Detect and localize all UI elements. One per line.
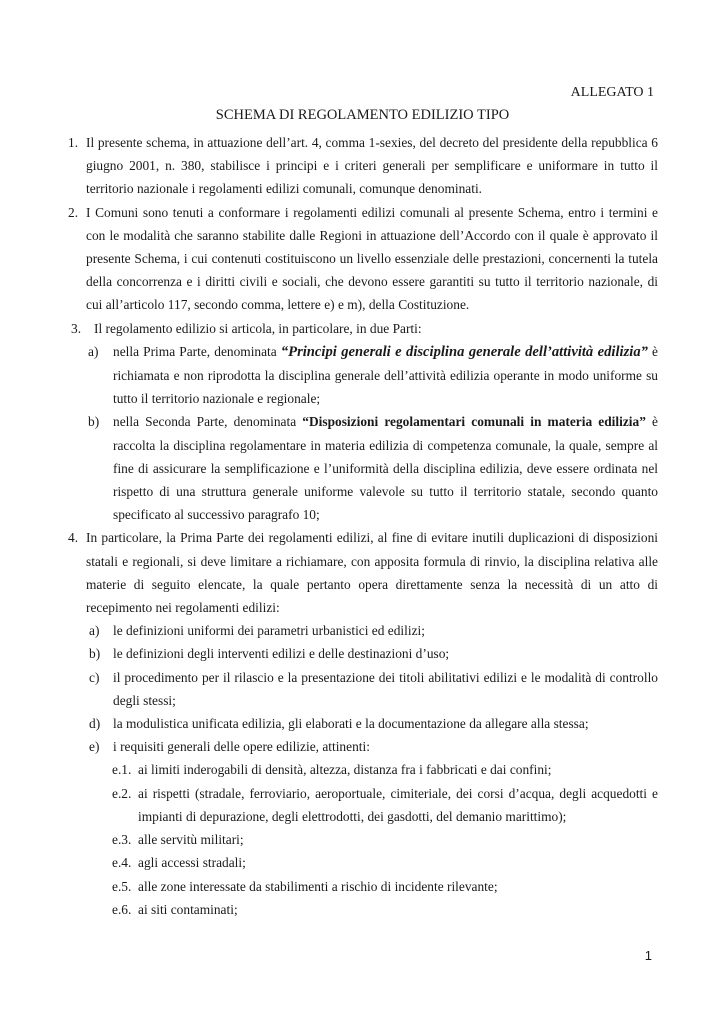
text-line: fine di assicurare la semplificazione e l’uniformità della disciplina edilizia, deve essere ordinata nel (113, 460, 658, 476)
item-label: e) (89, 739, 100, 755)
text-line (113, 410, 658, 433)
item-label: d) (89, 716, 101, 732)
sublist-item-e1 (68, 758, 658, 781)
item-label: a) (89, 623, 100, 639)
paragraph-4-item-e (68, 735, 658, 758)
text-line: le definizioni degli interventi edilizi e delle destinazioni d’uso; (113, 646, 450, 662)
text-line: tutto il territorio nazionale e regionale; (113, 391, 321, 407)
text-line: il procedimento per il rilascio e la presentazione dei titoli abilitativi edilizi e le modalità di controllo (113, 669, 658, 685)
text-line (113, 340, 658, 364)
sublist-item-e4 (68, 851, 658, 874)
item-label: e.3. (112, 832, 132, 848)
paragraph-4-item-a (68, 619, 658, 642)
text-fragment: nella Prima Parte, denominata (113, 343, 281, 359)
text-fragment: nella Seconda Parte, denominata (113, 414, 303, 430)
paragraph-4-item-b (68, 642, 658, 665)
text-line: della concorrenza e i diritti civili e sociali, che devono essere garantiti su tutto il territorio nazionale, di (86, 274, 658, 290)
document-title: SCHEMA DI REGOLAMENTO EDILIZIO TIPO (215, 107, 510, 123)
text-line: Il presente schema, in attuazione dell’art. 4, comma 1-sexies, del decreto del presidente della repubblica 6 (86, 135, 658, 150)
sublist-item-e5 (68, 875, 658, 898)
paragraph-4-item-d (68, 712, 658, 735)
text-line: ai limiti inderogabili di densità, altezza, distanza fra i fabbricati e dai confini; (138, 762, 552, 778)
text-line: statali e regionali, si deve limitare a richiamare, con apposita formula di rinvio, la disciplina relativa alle (86, 553, 658, 569)
text-fragment: è (645, 414, 658, 430)
emphasis-text: “Disposizioni regolamentari comunali in materia edilizia” (302, 414, 646, 430)
item-label: c) (89, 669, 100, 685)
text-line: i requisiti generali delle opere edilizie, attinenti: (113, 739, 370, 755)
paragraph-number: 4. (68, 530, 79, 546)
sublist-item-e2 (68, 782, 658, 828)
text-line: Il regolamento edilizio si articola, in particolare, in due Parti: (94, 320, 422, 336)
text-line: alle zone interessate da stabilimenti a rischio di incidente rilevante; (138, 878, 498, 894)
paragraph-4-item-c (68, 666, 658, 712)
allegato-label: ALLEGATO 1 (570, 85, 654, 100)
sublist-item-e3 (68, 828, 658, 851)
item-label: e.6. (112, 901, 132, 917)
paragraph-3-item-a (68, 340, 658, 411)
text-line: la modulistica unificata edilizia, gli elaborati e la documentazione da allegare alla stessa; (113, 716, 589, 732)
text-line: cui all’articolo 117, secondo comma, lettere e) e m), della Costituzione. (86, 297, 470, 313)
text-line: I Comuni sono tenuti a conformare i regolamenti edilizi comunali al presente Schema, entro i termini e (86, 204, 658, 220)
sublist-item-e6 (68, 898, 658, 921)
paragraph-1 (68, 131, 658, 201)
item-label: b) (88, 414, 100, 430)
paragraph-4 (68, 526, 658, 619)
text-line: giugno 2001, n. 380, stabilisce i principi e i criteri generali per semplificare e uniformare in tutto il (86, 158, 658, 174)
text-line: In particolare, la Prima Parte dei regolamenti edilizi, al fine di evitare inutili duplicazioni di disposizioni (86, 530, 658, 546)
text-line: ai rispetti (stradale, ferroviario, aeroportuale, cimiteriale, dei corsi d’acqua, degli acquedotti e (138, 785, 658, 801)
paragraph-number: 1. (68, 135, 79, 150)
text-line: impianti di depurazione, degli elettrodotti, dei gasdotti, del demanio marittimo); (138, 808, 567, 824)
text-line: ai siti contaminati; (138, 901, 238, 917)
item-label: b) (89, 646, 101, 662)
item-label: e.2. (112, 785, 132, 801)
paragraph-3 (68, 317, 658, 340)
paragraph-3-item-b (68, 410, 658, 526)
text-line: materie di seguito elencate, la quale pertanto opera direttamente senza la necessità di un atto di (86, 576, 658, 592)
document-body (68, 131, 658, 921)
text-fragment: è (647, 343, 658, 359)
text-line: presente Schema, i cui contenuti costituiscono un livello essenziale delle prestazioni, concernenti la tutela (86, 251, 658, 267)
paragraph-number: 2. (68, 204, 79, 220)
text-line: raccolta la disciplina regolamentare in materia edilizia di competenza comunale, la quale, sempre al (113, 437, 658, 453)
text-line: specificato al successivo paragrafo 10; (113, 507, 320, 523)
text-line: rispetto di una struttura generale uniforme valevole su tutto il territorio statale, secondo quanto (113, 484, 658, 500)
text-line: richiamata e non riprodotta la disciplina generale dell’attività edilizia operante in modo uniforme su (113, 368, 658, 384)
emphasis-text: “Principi generali e disciplina generale dell’attività edilizia” (280, 343, 648, 360)
item-label: a) (88, 343, 99, 359)
text-line: le definizioni uniformi dei parametri urbanistici ed edilizi; (113, 623, 425, 639)
item-label: e.1. (112, 762, 132, 778)
text-line: con le modalità che saranno stabilite dalle Regioni in attuazione dell’Accordo con il quale è approvato il (86, 227, 658, 243)
page-number: 1 (644, 948, 652, 963)
item-label: e.5. (112, 878, 132, 894)
item-label: e.4. (112, 855, 132, 871)
text-line: territorio nazionale i regolamenti edilizi comunali, comunque denominati. (86, 181, 483, 197)
text-line: alle servitù militari; (138, 832, 244, 848)
paragraph-4-e-sublist (68, 758, 658, 920)
text-line: degli stessi; (113, 692, 176, 708)
paragraph-2 (68, 201, 658, 317)
paragraph-number: 3. (71, 320, 82, 336)
text-line: recepimento nei regolamenti edilizi: (86, 600, 280, 616)
text-line: agli accessi stradali; (138, 855, 246, 871)
